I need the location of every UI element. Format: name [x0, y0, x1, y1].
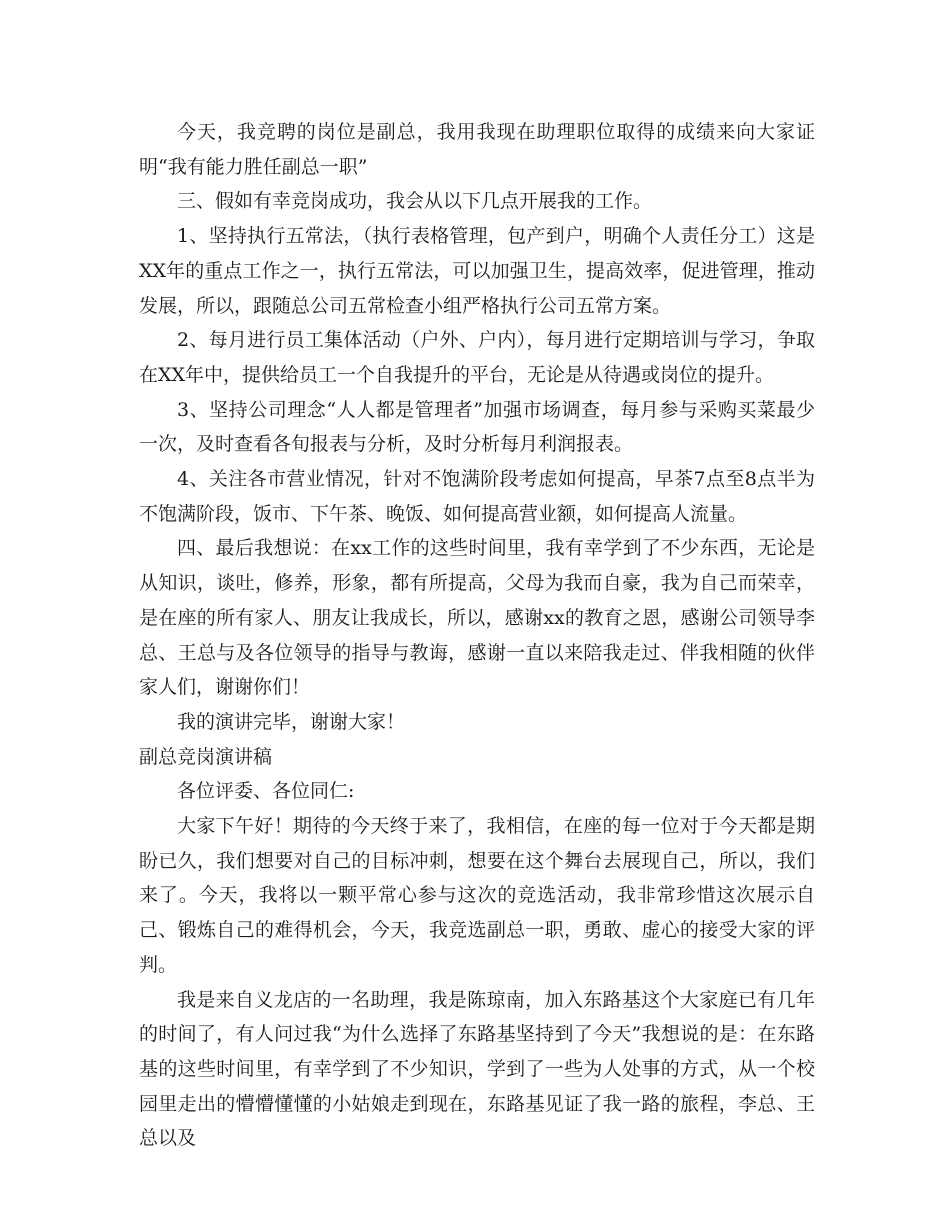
paragraph: 四、最后我想说：在xx工作的这些时间里，我有幸学到了不少东西，无论是从知识，谈吐，修养，形象，都有所提高，父母为我而自豪，我为自己而荣幸，是在座的所有家人、朋友让我成长，所以，感谢xx的教育之恩，感谢公司领导李总、王总与及各位领导的指导与教诲，感谢一直以来陪我走过、伴我相随的伙伴家人们，谢谢你们！: [139, 537, 815, 699]
paragraph: 3、坚持公司理念“人人都是管理者”加强市场调查，每月参与采购买菜最少一次，及时查看各旬报表与分析，及时分析每月利润报表。: [139, 398, 815, 456]
paragraph: 今天，我竞聘的岗位是副总，我用我现在助理职位取得的成绩来向大家证明“我有能力胜任副总一职”: [139, 121, 815, 178]
document-body: [139, 115, 815, 1156]
paragraph: 各位评委、各位同仁:: [177, 780, 355, 803]
paragraph: 大家下午好！期待的今天终于来了，我相信，在座的每一位对于今天都是期盼已久，我们想要对自己的目标冲刺，想要在这个舞台去展现自己，所以，我们来了。今天，我将以一颗平常心参与这次的竞选活动，我非常珍惜这次展示自己、锻炼自己的难得机会，今天，我竞选副总一职，勇敢、虚心的接受大家的评判。: [139, 815, 815, 976]
paragraph: 2、每月进行员工集体活动（户外、户内），每月进行定期培训与学习，争取在XX年中，提供给员工一个自我提升的平台，无论是从待遇或岗位的提升。: [139, 329, 815, 386]
paragraph: 我的演讲完毕，谢谢大家！: [177, 710, 406, 733]
paragraph: 我是来自义龙店的一名助理，我是陈琼南，加入东路基这个大家庭已有几年的时间了，有人问过我“为什么选择了东路基坚持到了今天”我想说的是：在东路基的这些时间里，有幸学到了不少知识，学到了一些为人处事的方式，从一个校园里走出的懵懵懂懂的小姑娘走到现在，东路基见证了我一路的旅程，李总、王总以及: [139, 988, 815, 1150]
paragraph: 1、坚持执行五常法，（执行表格管理，包产到户，明确个人责任分工）这是XX年的重点工作之一，执行五常法，可以加强卫生，提高效率，促进管理，推动发展，所以，跟随总公司五常检查小组严格执行公司五常方案。: [139, 225, 815, 317]
paragraph: 三、假如有幸竞岗成功，我会从以下几点开展我的工作。: [177, 190, 653, 213]
paragraph: 4、关注各市营业情况，针对不饱满阶段考虑如何提高，早茶7点至8点半为不饱满阶段，饭市、下午茶、晚饭、如何提高营业额，如何提高人流量。: [139, 468, 815, 525]
section-title: 副总竞岗演讲稿: [139, 745, 273, 768]
